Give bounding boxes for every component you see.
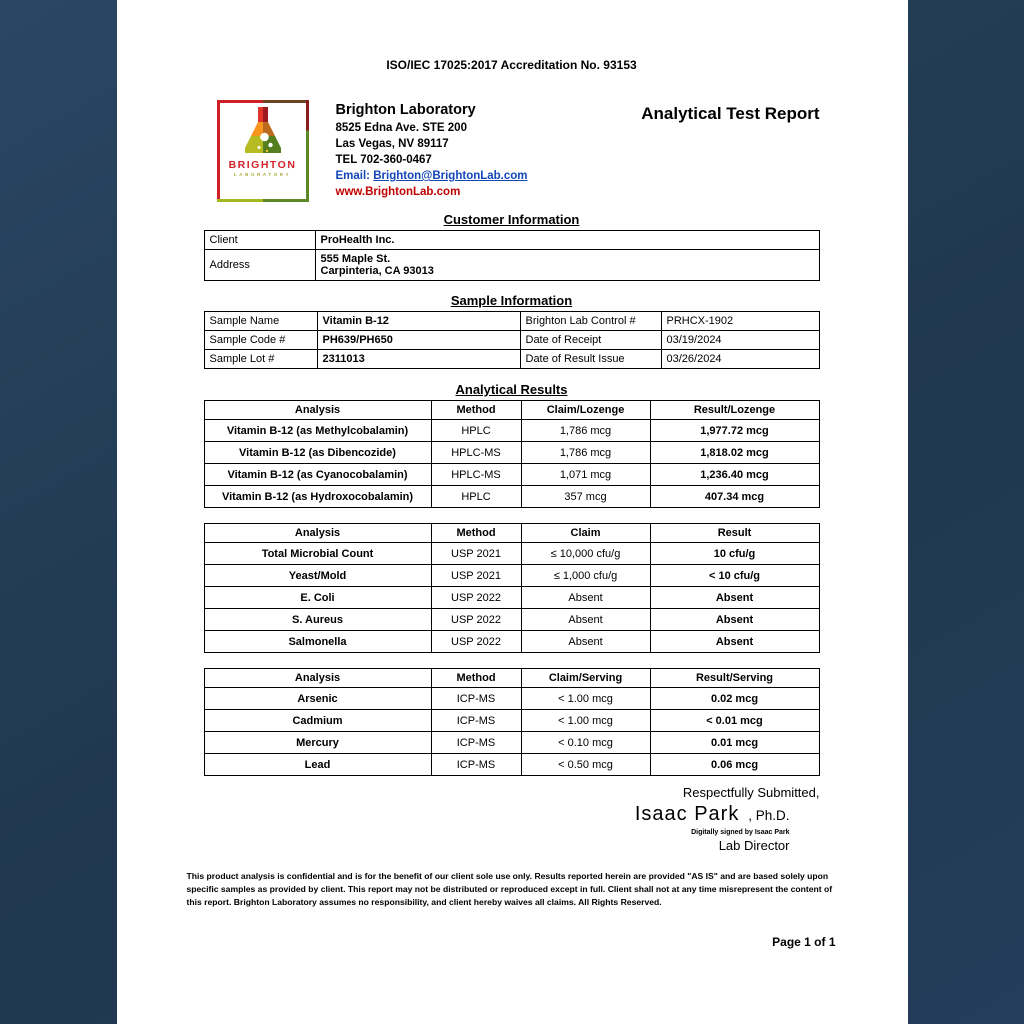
- column-header: Result/Serving: [650, 669, 819, 688]
- table-row: [204, 565, 819, 587]
- report-page: [117, 0, 908, 1024]
- claim-cell: ≤ 1,000 cfu/g: [521, 565, 650, 587]
- table-row: [204, 464, 819, 486]
- address-line2: Carpinteria, CA 93013: [320, 265, 434, 277]
- table-row: [204, 631, 819, 653]
- method-cell: ICP-MS: [431, 688, 521, 710]
- lab-website-link[interactable]: www.BrightonLab.com: [335, 186, 461, 198]
- table-header-row: [204, 524, 819, 543]
- lab-address-line2: Las Vegas, NV 89117: [335, 138, 449, 150]
- date-receipt-value: 03/19/2024: [661, 331, 819, 350]
- method-cell: ICP-MS: [431, 732, 521, 754]
- result-cell: Absent: [650, 609, 819, 631]
- table-row: [204, 331, 819, 350]
- table-row: [204, 250, 819, 281]
- logo-border-top: [217, 100, 309, 103]
- result-cell: 1,977.72 mcg: [650, 420, 819, 442]
- analysis-cell: E. Coli: [204, 587, 431, 609]
- analysis-cell: Mercury: [204, 732, 431, 754]
- claim-cell: Absent: [521, 609, 650, 631]
- claim-cell: < 1.00 mcg: [521, 688, 650, 710]
- claim-cell: 1,786 mcg: [521, 442, 650, 464]
- table-row: [204, 688, 819, 710]
- column-header: Claim/Lozenge: [521, 401, 650, 420]
- lab-email-line: [336, 168, 528, 184]
- result-cell: 10 cfu/g: [650, 543, 819, 565]
- method-cell: USP 2021: [431, 565, 521, 587]
- column-header: Result: [650, 524, 819, 543]
- column-header: Claim: [521, 524, 650, 543]
- result-cell: 407.34 mcg: [650, 486, 819, 508]
- vitamin-results-table: [204, 400, 820, 508]
- method-cell: ICP-MS: [431, 710, 521, 732]
- method-cell: HPLC: [431, 420, 521, 442]
- result-cell: < 0.01 mcg: [650, 710, 819, 732]
- analysis-cell: Salmonella: [204, 631, 431, 653]
- table-row: [204, 754, 819, 776]
- result-cell: 0.01 mcg: [650, 732, 819, 754]
- digital-signature-note: Digitally signed by Isaac Park: [691, 829, 790, 837]
- result-cell: 1,818.02 mcg: [650, 442, 819, 464]
- table-header-row: [204, 401, 819, 420]
- table-row: [204, 732, 819, 754]
- analysis-cell: Vitamin B-12 (as Cyanocobalamin): [204, 464, 431, 486]
- page-number: Page 1 of 1: [772, 934, 836, 949]
- claim-cell: < 0.10 mcg: [521, 732, 650, 754]
- result-cell: Absent: [650, 631, 819, 653]
- result-cell: 1,236.40 mcg: [650, 464, 819, 486]
- claim-cell: Absent: [521, 587, 650, 609]
- column-header: Method: [431, 669, 521, 688]
- signature-name-row: [204, 802, 790, 827]
- result-cell: 0.02 mcg: [650, 688, 819, 710]
- signatory-degree: , Ph.D.: [748, 808, 790, 824]
- address-label: Address: [204, 250, 315, 281]
- date-receipt-label: Date of Receipt: [520, 331, 661, 350]
- sample-lot-value: 2311013: [317, 350, 520, 369]
- result-cell: Absent: [650, 587, 819, 609]
- lab-address-line1: 8525 Edna Ave. STE 200: [335, 122, 467, 134]
- analysis-cell: Cadmium: [204, 710, 431, 732]
- claim-cell: Absent: [521, 631, 650, 653]
- column-header: Result/Lozenge: [650, 401, 819, 420]
- sample-lot-label: Sample Lot #: [204, 350, 317, 369]
- method-cell: USP 2022: [431, 609, 521, 631]
- column-header: Analysis: [204, 401, 431, 420]
- column-header: Method: [431, 401, 521, 420]
- signature-salutation: Respectfully Submitted,: [682, 785, 820, 800]
- analysis-cell: S. Aureus: [204, 609, 431, 631]
- table-row: [204, 231, 819, 250]
- email-label: Email:: [335, 170, 374, 182]
- claim-cell: ≤ 10,000 cfu/g: [521, 543, 650, 565]
- logo-border-right: [306, 100, 309, 202]
- disclaimer-text: This product analysis is confidential and is for the benefit of our client sole use only. Results reported herein are provided "AS IS" and are based solely upon specific samples as provided by client. This report may not be distributed or reproduced except in full. Client shall not at any time misrepresent the content of this report. Brighton Laboratory assumes no responsibility, and client hereby waives all claims. All Rights Reserved.: [186, 871, 833, 908]
- table-header-row: [204, 669, 819, 688]
- column-header: Analysis: [204, 669, 431, 688]
- date-issue-value: 03/26/2024: [661, 350, 819, 369]
- analysis-cell: Yeast/Mold: [204, 565, 431, 587]
- customer-information-heading: Customer Information: [443, 212, 580, 227]
- method-cell: USP 2021: [431, 543, 521, 565]
- brighton-lab-logo: [217, 100, 309, 202]
- logo-border-bottom: [217, 199, 309, 202]
- analysis-cell: Vitamin B-12 (as Dibencozide): [204, 442, 431, 464]
- signatory-name: Isaac Park: [634, 803, 740, 826]
- table-row: [204, 442, 819, 464]
- client-value: ProHealth Inc.: [315, 231, 819, 250]
- table-row: [204, 710, 819, 732]
- table-row: [204, 420, 819, 442]
- table-row: [204, 486, 819, 508]
- sample-name-value: Vitamin B-12: [317, 312, 520, 331]
- customer-information-table: [204, 230, 820, 281]
- table-row: [204, 543, 819, 565]
- result-cell: < 10 cfu/g: [650, 565, 819, 587]
- method-cell: USP 2022: [431, 631, 521, 653]
- table-row: [204, 587, 819, 609]
- microbial-results-table: [204, 523, 820, 653]
- address-line1: 555 Maple St.: [320, 253, 391, 265]
- method-cell: HPLC-MS: [431, 464, 521, 486]
- result-cell: 0.06 mcg: [650, 754, 819, 776]
- date-issue-label: Date of Result Issue: [520, 350, 661, 369]
- sample-code-label: Sample Code #: [204, 331, 317, 350]
- analytical-results-heading: Analytical Results: [455, 382, 568, 397]
- claim-cell: 1,786 mcg: [521, 420, 650, 442]
- sample-information-heading: Sample Information: [450, 293, 573, 308]
- analysis-cell: Vitamin B-12 (as Hydroxocobalamin): [204, 486, 431, 508]
- page-title: Analytical Test Report: [641, 104, 820, 123]
- signature-block: [204, 785, 820, 854]
- method-cell: HPLC: [431, 486, 521, 508]
- control-number-value: PRHCX-1902: [661, 312, 819, 331]
- table-row: [204, 609, 819, 631]
- control-number-label: Brighton Lab Control #: [520, 312, 661, 331]
- heavy-metals-results-table: [204, 668, 820, 776]
- table-row: [204, 312, 819, 331]
- method-cell: HPLC-MS: [431, 442, 521, 464]
- column-header: Method: [431, 524, 521, 543]
- sample-name-label: Sample Name: [204, 312, 317, 331]
- flask-icon: [237, 107, 289, 157]
- logo-wordmark: BRIGHTON: [228, 159, 297, 171]
- analysis-cell: Vitamin B-12 (as Methylcobalamin): [204, 420, 431, 442]
- analysis-cell: Lead: [204, 754, 431, 776]
- claim-cell: 1,071 mcg: [521, 464, 650, 486]
- column-header: Claim/Serving: [521, 669, 650, 688]
- lab-email-link[interactable]: Brighton@BrightonLab.com: [373, 170, 528, 182]
- address-value: [315, 250, 819, 281]
- claim-cell: < 1.00 mcg: [521, 710, 650, 732]
- table-row: [204, 350, 819, 369]
- lab-name: Brighton Laboratory: [335, 102, 476, 118]
- lab-contact-block: [336, 100, 528, 200]
- sample-information-table: [204, 311, 820, 369]
- report-header: [204, 100, 820, 202]
- analysis-cell: Total Microbial Count: [204, 543, 431, 565]
- analysis-cell: Arsenic: [204, 688, 431, 710]
- column-header: Analysis: [204, 524, 431, 543]
- claim-cell: 357 mcg: [521, 486, 650, 508]
- client-label: Client: [204, 231, 315, 250]
- logo-wordmark-sub: LABORATORY: [233, 172, 292, 177]
- accreditation-line: ISO/IEC 17025:2017 Accreditation No. 93153: [386, 58, 637, 72]
- signatory-title: Lab Director: [718, 838, 790, 853]
- sample-code-value: PH639/PH650: [317, 331, 520, 350]
- claim-cell: < 0.50 mcg: [521, 754, 650, 776]
- logo-border-left: [217, 100, 220, 202]
- lab-phone: TEL 702-360-0467: [335, 154, 432, 166]
- method-cell: USP 2022: [431, 587, 521, 609]
- method-cell: ICP-MS: [431, 754, 521, 776]
